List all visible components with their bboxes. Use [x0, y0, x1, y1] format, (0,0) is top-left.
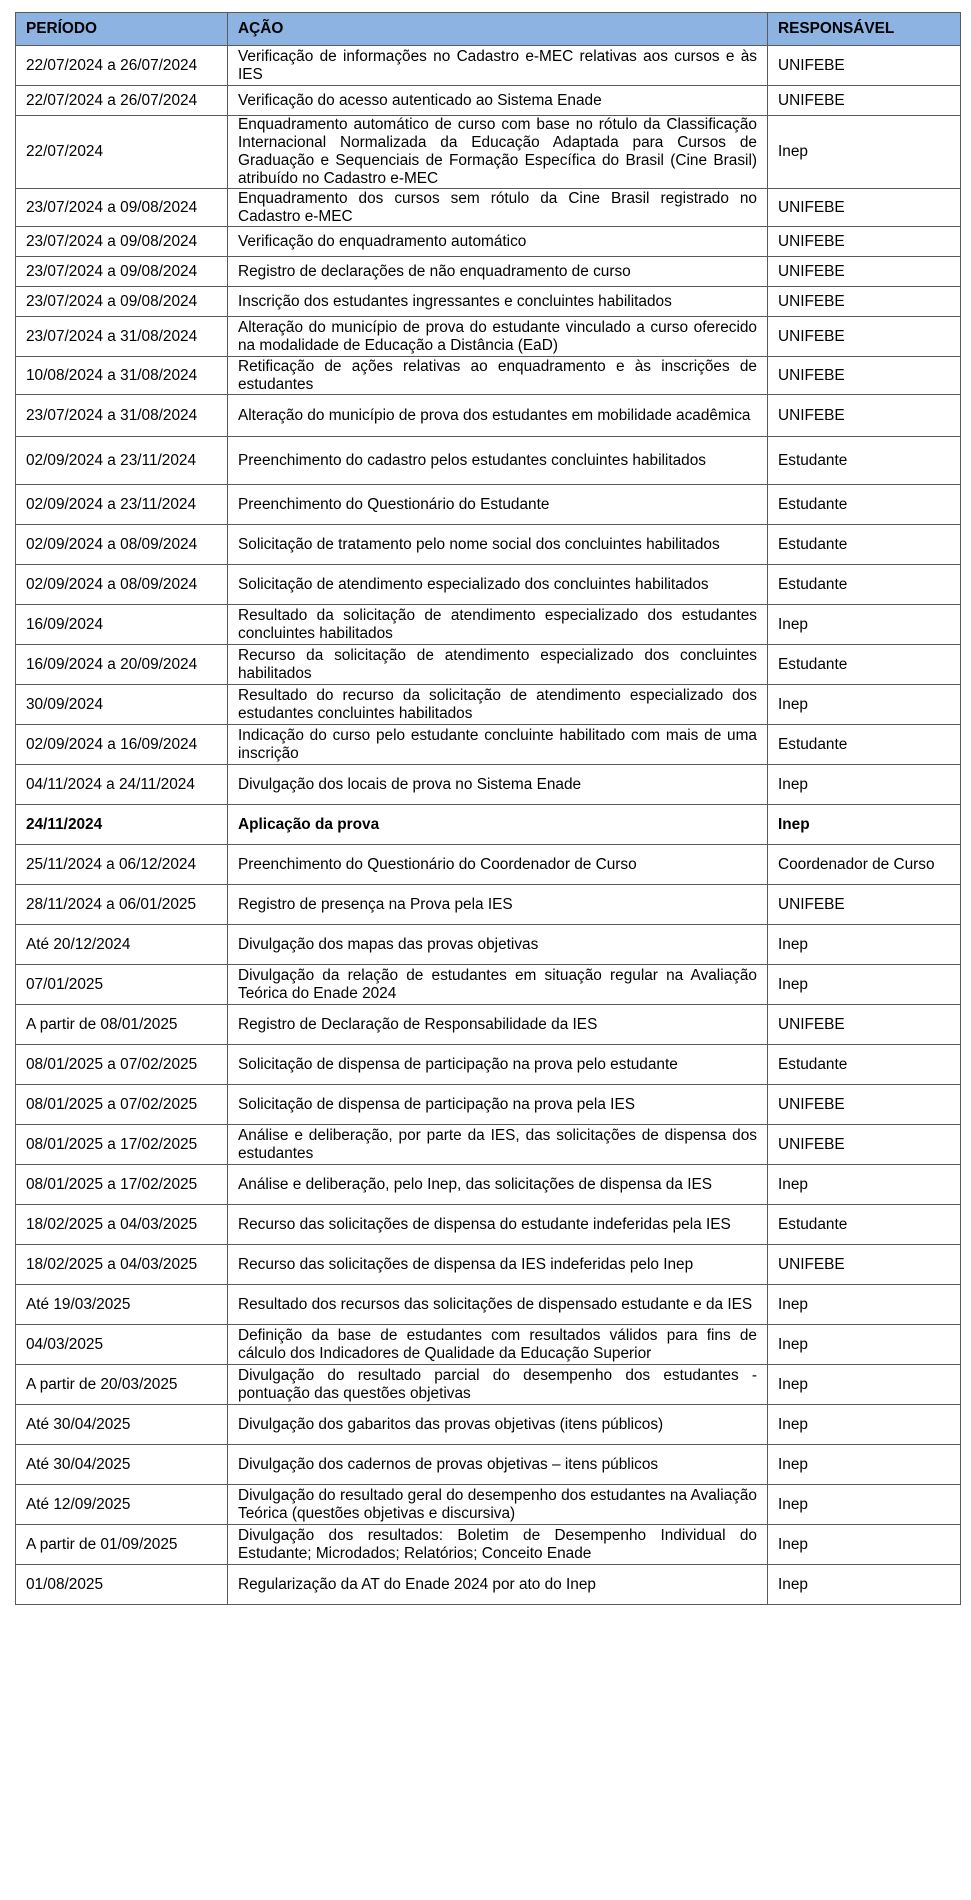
table-row — [16, 1165, 961, 1205]
table-row — [16, 645, 961, 685]
cell-acao: Verificação do enquadramento automático — [228, 227, 768, 257]
cell-responsavel: UNIFEBE — [768, 46, 961, 86]
cell-periodo: 01/08/2025 — [16, 1565, 228, 1605]
cell-acao: Registro de Declaração de Responsabilidade da IES — [228, 1005, 768, 1045]
cell-periodo: 30/09/2024 — [16, 685, 228, 725]
cell-periodo: 16/09/2024 a 20/09/2024 — [16, 645, 228, 685]
cell-periodo: 23/07/2024 a 31/08/2024 — [16, 317, 228, 357]
cell-periodo: 23/07/2024 a 09/08/2024 — [16, 189, 228, 227]
cell-acao: Inscrição dos estudantes ingressantes e concluintes habilitados — [228, 287, 768, 317]
table-header — [16, 13, 961, 46]
table-row — [16, 189, 961, 227]
cell-acao: Registro de presença na Prova pela IES — [228, 885, 768, 925]
table-row — [16, 525, 961, 565]
table-row — [16, 565, 961, 605]
cell-acao: Aplicação da prova — [228, 805, 768, 845]
cell-acao: Alteração do município de prova dos estudantes em mobilidade acadêmica — [228, 395, 768, 437]
header-acao: AÇÃO — [228, 13, 768, 46]
table-body — [16, 46, 961, 1605]
cell-responsavel: UNIFEBE — [768, 189, 961, 227]
cell-periodo: 08/01/2025 a 07/02/2025 — [16, 1045, 228, 1085]
table-row — [16, 317, 961, 357]
table-row — [16, 485, 961, 525]
cell-acao: Preenchimento do Questionário do Estudante — [228, 485, 768, 525]
cell-responsavel: Inep — [768, 965, 961, 1005]
cell-periodo: 22/07/2024 a 26/07/2024 — [16, 86, 228, 116]
table-row — [16, 227, 961, 257]
table-row — [16, 257, 961, 287]
cell-periodo: 02/09/2024 a 23/11/2024 — [16, 437, 228, 485]
cell-periodo: Até 30/04/2025 — [16, 1405, 228, 1445]
table-row — [16, 1005, 961, 1045]
cell-responsavel: UNIFEBE — [768, 257, 961, 287]
cell-periodo: 23/07/2024 a 31/08/2024 — [16, 395, 228, 437]
table-row — [16, 86, 961, 116]
cell-acao: Enquadramento dos cursos sem rótulo da Cine Brasil registrado no Cadastro e-MEC — [228, 189, 768, 227]
cell-periodo: A partir de 01/09/2025 — [16, 1525, 228, 1565]
cell-responsavel: Estudante — [768, 1045, 961, 1085]
table-row — [16, 1325, 961, 1365]
cell-acao: Solicitação de dispensa de participação na prova pela IES — [228, 1085, 768, 1125]
cell-responsavel: UNIFEBE — [768, 287, 961, 317]
table-row — [16, 1365, 961, 1405]
cell-acao: Preenchimento do Questionário do Coordenador de Curso — [228, 845, 768, 885]
cell-periodo: 16/09/2024 — [16, 605, 228, 645]
cell-acao: Solicitação de dispensa de participação na prova pelo estudante — [228, 1045, 768, 1085]
cell-periodo: 10/08/2024 a 31/08/2024 — [16, 357, 228, 395]
cell-acao: Solicitação de atendimento especializado dos concluintes habilitados — [228, 565, 768, 605]
cell-responsavel: Inep — [768, 805, 961, 845]
schedule-table — [15, 12, 961, 1605]
cell-periodo: 22/07/2024 a 26/07/2024 — [16, 46, 228, 86]
cell-acao: Divulgação do resultado geral do desempenho dos estudantes na Avaliação Teórica (questões objetivas e discursiva) — [228, 1485, 768, 1525]
cell-responsavel: Inep — [768, 765, 961, 805]
cell-periodo: 25/11/2024 a 06/12/2024 — [16, 845, 228, 885]
table-row — [16, 1445, 961, 1485]
table-row — [16, 605, 961, 645]
cell-responsavel: Estudante — [768, 725, 961, 765]
cell-acao: Alteração do município de prova do estudante vinculado a curso oferecido na modalidade de Educação a Distância (EaD) — [228, 317, 768, 357]
table-row — [16, 765, 961, 805]
cell-responsavel: Inep — [768, 1445, 961, 1485]
cell-acao: Divulgação da relação de estudantes em situação regular na Avaliação Teórica do Enade 2024 — [228, 965, 768, 1005]
header-periodo: PERÍODO — [16, 13, 228, 46]
cell-responsavel: Estudante — [768, 525, 961, 565]
cell-acao: Divulgação dos resultados: Boletim de Desempenho Individual do Estudante; Microdados; Relatórios; Conceito Enade — [228, 1525, 768, 1565]
table-row — [16, 1525, 961, 1565]
cell-responsavel: Estudante — [768, 645, 961, 685]
table-row — [16, 1085, 961, 1125]
cell-acao: Resultado do recurso da solicitação de atendimento especializado dos estudantes concluintes habilitados — [228, 685, 768, 725]
cell-periodo: Até 19/03/2025 — [16, 1285, 228, 1325]
cell-responsavel: Estudante — [768, 565, 961, 605]
cell-periodo: Até 12/09/2025 — [16, 1485, 228, 1525]
cell-acao: Recurso das solicitações de dispensa do estudante indeferidas pela IES — [228, 1205, 768, 1245]
cell-periodo: 18/02/2025 a 04/03/2025 — [16, 1205, 228, 1245]
cell-responsavel: Inep — [768, 1325, 961, 1365]
table-row — [16, 725, 961, 765]
cell-periodo: A partir de 08/01/2025 — [16, 1005, 228, 1045]
cell-responsavel: Inep — [768, 116, 961, 189]
cell-responsavel: Estudante — [768, 437, 961, 485]
cell-responsavel: Inep — [768, 1165, 961, 1205]
header-responsavel: RESPONSÁVEL — [768, 13, 961, 46]
cell-periodo: 02/09/2024 a 08/09/2024 — [16, 565, 228, 605]
cell-responsavel: Inep — [768, 1525, 961, 1565]
cell-acao: Registro de declarações de não enquadramento de curso — [228, 257, 768, 287]
cell-acao: Indicação do curso pelo estudante concluinte habilitado com mais de uma inscrição — [228, 725, 768, 765]
cell-periodo: 02/09/2024 a 23/11/2024 — [16, 485, 228, 525]
cell-periodo: 23/07/2024 a 09/08/2024 — [16, 257, 228, 287]
cell-periodo: Até 30/04/2025 — [16, 1445, 228, 1485]
cell-acao: Recurso da solicitação de atendimento especializado dos concluintes habilitados — [228, 645, 768, 685]
cell-periodo: 08/01/2025 a 17/02/2025 — [16, 1165, 228, 1205]
cell-acao: Preenchimento do cadastro pelos estudantes concluintes habilitados — [228, 437, 768, 485]
cell-responsavel: UNIFEBE — [768, 86, 961, 116]
cell-periodo: 07/01/2025 — [16, 965, 228, 1005]
cell-periodo: 28/11/2024 a 06/01/2025 — [16, 885, 228, 925]
cell-responsavel: Estudante — [768, 1205, 961, 1245]
table-row — [16, 1125, 961, 1165]
table-row — [16, 357, 961, 395]
cell-responsavel: UNIFEBE — [768, 357, 961, 395]
cell-responsavel: Inep — [768, 1565, 961, 1605]
cell-acao: Regularização da AT do Enade 2024 por ato do Inep — [228, 1565, 768, 1605]
cell-acao: Solicitação de tratamento pelo nome social dos concluintes habilitados — [228, 525, 768, 565]
cell-acao: Resultado da solicitação de atendimento especializado dos estudantes concluintes habilitados — [228, 605, 768, 645]
cell-periodo: 04/11/2024 a 24/11/2024 — [16, 765, 228, 805]
cell-periodo: 08/01/2025 a 07/02/2025 — [16, 1085, 228, 1125]
cell-periodo: 02/09/2024 a 08/09/2024 — [16, 525, 228, 565]
cell-acao: Verificação de informações no Cadastro e-MEC relativas aos cursos e às IES — [228, 46, 768, 86]
table-row — [16, 437, 961, 485]
cell-responsavel: Inep — [768, 1485, 961, 1525]
cell-responsavel: Inep — [768, 685, 961, 725]
table-row — [16, 925, 961, 965]
table-row — [16, 116, 961, 189]
cell-acao: Enquadramento automático de curso com base no rótulo da Classificação Internacional Normalizada da Educação Adaptada para Cursos de Graduação e Sequenciais de Formação Específica do Brasil (Cine Brasil) atribuído no Cadastro e-MEC — [228, 116, 768, 189]
table-row — [16, 1245, 961, 1285]
table-row — [16, 287, 961, 317]
table-row — [16, 885, 961, 925]
cell-periodo: 04/03/2025 — [16, 1325, 228, 1365]
cell-acao: Retificação de ações relativas ao enquadramento e às inscrições de estudantes — [228, 357, 768, 395]
cell-periodo: 08/01/2025 a 17/02/2025 — [16, 1125, 228, 1165]
cell-acao: Divulgação dos cadernos de provas objetivas – itens públicos — [228, 1445, 768, 1485]
cell-responsavel: UNIFEBE — [768, 1005, 961, 1045]
cell-acao: Divulgação do resultado parcial do desempenho dos estudantes - pontuação das questões objetivas — [228, 1365, 768, 1405]
cell-responsavel: UNIFEBE — [768, 885, 961, 925]
table-row — [16, 805, 961, 845]
table-row — [16, 1405, 961, 1445]
table-row — [16, 1565, 961, 1605]
table-row — [16, 395, 961, 437]
table-row — [16, 46, 961, 86]
cell-responsavel: Inep — [768, 605, 961, 645]
cell-periodo: 24/11/2024 — [16, 805, 228, 845]
cell-responsavel: UNIFEBE — [768, 1085, 961, 1125]
cell-responsavel: Coordenador de Curso — [768, 845, 961, 885]
cell-responsavel: UNIFEBE — [768, 1245, 961, 1285]
table-row — [16, 965, 961, 1005]
cell-responsavel: UNIFEBE — [768, 227, 961, 257]
table-row — [16, 1205, 961, 1245]
cell-periodo: 22/07/2024 — [16, 116, 228, 189]
cell-responsavel: UNIFEBE — [768, 317, 961, 357]
cell-acao: Divulgação dos locais de prova no Sistema Enade — [228, 765, 768, 805]
cell-responsavel: Inep — [768, 1365, 961, 1405]
table-row — [16, 685, 961, 725]
cell-responsavel: Estudante — [768, 485, 961, 525]
cell-acao: Verificação do acesso autenticado ao Sistema Enade — [228, 86, 768, 116]
header-row — [16, 13, 961, 46]
table-row — [16, 1485, 961, 1525]
cell-periodo: 23/07/2024 a 09/08/2024 — [16, 287, 228, 317]
cell-periodo: A partir de 20/03/2025 — [16, 1365, 228, 1405]
cell-acao: Divulgação dos gabaritos das provas objetivas (itens públicos) — [228, 1405, 768, 1445]
cell-acao: Divulgação dos mapas das provas objetivas — [228, 925, 768, 965]
cell-responsavel: Inep — [768, 1405, 961, 1445]
cell-acao: Resultado dos recursos das solicitações de dispensado estudante e da IES — [228, 1285, 768, 1325]
cell-responsavel: UNIFEBE — [768, 1125, 961, 1165]
cell-periodo: 18/02/2025 a 04/03/2025 — [16, 1245, 228, 1285]
cell-responsavel: Inep — [768, 925, 961, 965]
cell-acao: Análise e deliberação, por parte da IES, das solicitações de dispensa dos estudantes — [228, 1125, 768, 1165]
cell-acao: Análise e deliberação, pelo Inep, das solicitações de dispensa da IES — [228, 1165, 768, 1205]
table-row — [16, 845, 961, 885]
cell-periodo: 02/09/2024 a 16/09/2024 — [16, 725, 228, 765]
cell-responsavel: UNIFEBE — [768, 395, 961, 437]
table-row — [16, 1045, 961, 1085]
table-row — [16, 1285, 961, 1325]
cell-periodo: Até 20/12/2024 — [16, 925, 228, 965]
cell-periodo: 23/07/2024 a 09/08/2024 — [16, 227, 228, 257]
cell-acao: Definição da base de estudantes com resultados válidos para fins de cálculo dos Indicadores de Qualidade da Educação Superior — [228, 1325, 768, 1365]
cell-acao: Recurso das solicitações de dispensa da IES indeferidas pelo Inep — [228, 1245, 768, 1285]
cell-responsavel: Inep — [768, 1285, 961, 1325]
